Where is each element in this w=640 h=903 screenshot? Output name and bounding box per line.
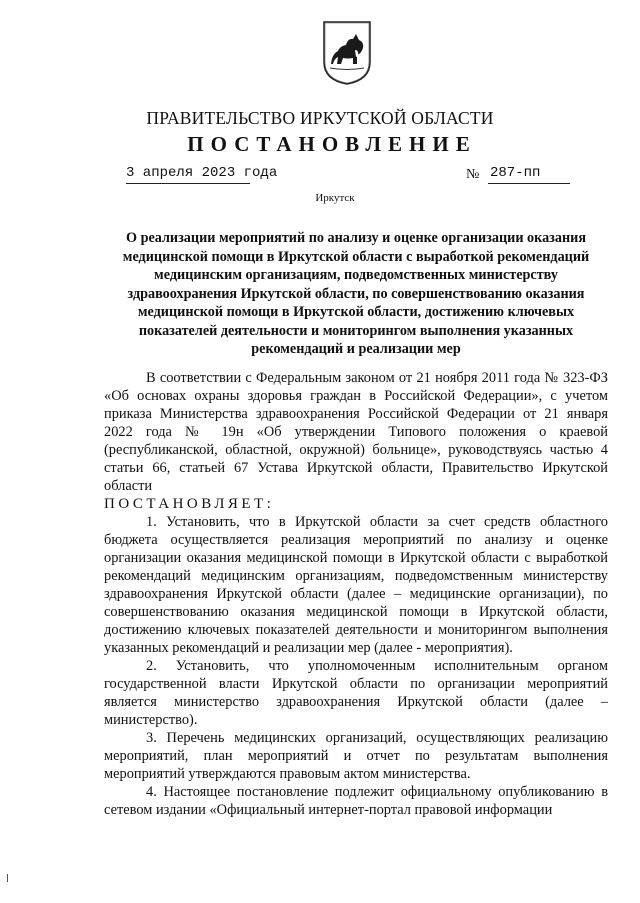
paragraph-4: 4. Настоящее постановление подлежит официальному опубликованию в сетевом издании «Официальный интернет-портал правовой информации — [104, 784, 608, 818]
paragraph-2: 2. Установить, что уполномоченным исполнительным органом государственной власти Иркутской области по организации мероприятий является министерство здравоохранения Иркутской области (далее – министерство). — [104, 658, 608, 728]
paragraph-1: 1. Установить, что в Иркутской области за счет средств областного бюджета осуществляется реализация мероприятий по анализу и оценке организации оказания медицинской помощи в Иркутской области с выработкой рекомендаций медицинским организациям, подведомственным министерству здравоохранения Иркутской области (далее – медицинские организации), по совершенствованию оказания медицинской помощи в Иркутской области, достижению ключевых показателей деятельности и мониторингом выполнения указанных рекомендаций и реализации мер (далее - мероприятия). — [104, 514, 608, 656]
resolves-heading: ПОСТАНОВЛЯЕТ: — [104, 496, 275, 512]
paragraph-3: 3. Перечень медицинских организаций, осуществляющих реализацию мероприятий, план мероприятий и отчет по результатам выполнения мероприятий утверждаются правовым актом министерства. — [104, 730, 608, 782]
number-sign: № — [466, 167, 480, 182]
document-number: 287-пп — [490, 165, 541, 181]
number-underline — [488, 183, 570, 184]
city-name: Иркутск — [315, 192, 355, 204]
government-name: ПРАВИТЕЛЬСТВО ИРКУТСКОЙ ОБЛАСТИ — [146, 108, 494, 128]
document-date: 3 апреля 2023 года — [126, 165, 278, 181]
document-body — [104, 369, 608, 819]
date-underline — [126, 183, 250, 184]
document-type: ПОСТАНОВЛЕНИЕ — [187, 132, 477, 156]
coat-of-arms-icon — [322, 20, 372, 86]
document-title: О реализации мероприятий по анализу и оценке организации оказания медицинской помощи в Иркутской области с выработкой рекомендаций медицинским организациям, подведомственных министерству здравоохранения Иркутской области, по совершенствованию оказания медицинской помощи в Иркутской области, достижению ключевых показателей деятельности и мониторингом выполнения указанных рекомендаций и реализации мер — [122, 230, 590, 357]
preamble-paragraph: В соответствии с Федеральным законом от 21 ноября 2011 года № 323-ФЗ «Об основах охраны здоровья граждан в Российской Федерации», с учетом приказа Министерства здравоохранения Российской Федерации от 21 января 2022 года № 19н «Об утверждении Типового положения о краевой (республиканской, областной, окружной) больнице», руководствуясь частью 4 статьи 66, статьей 67 Устава Иркутской области, Правительство Иркутской области — [104, 370, 608, 494]
scan-edge-mark — [7, 874, 8, 882]
